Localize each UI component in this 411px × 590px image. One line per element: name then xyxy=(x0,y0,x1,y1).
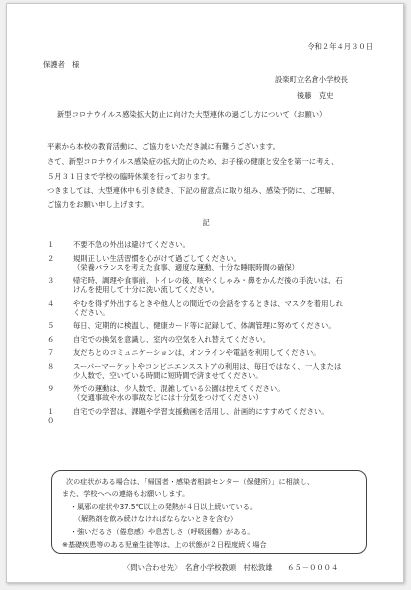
item-number: ７ xyxy=(47,348,55,357)
ki-heading: 記 xyxy=(202,218,210,227)
item-text: 不要不急の外出は避けてください。 xyxy=(73,240,190,249)
list-item xyxy=(47,362,387,380)
list-item xyxy=(47,321,387,330)
item-text: やむを得ず外出するときや他人との間近での会話をするときは、マスクを着用しれ xyxy=(73,298,343,308)
list-item xyxy=(47,348,387,357)
intro-line: 平素から本校の教育活動に、ご協力をいただき誠に有難うございます。 xyxy=(47,142,280,151)
item-number: １０ xyxy=(47,406,55,425)
item-text: 自宅での学習は、課題や学習支援動画を活用し、計画的にすすめてください。 xyxy=(73,406,329,416)
sender-school: 設楽町立名倉小学校長 xyxy=(275,75,348,84)
item-text: けんを使用して十分に洗い流してください。 xyxy=(73,285,219,294)
item-number: ４ xyxy=(47,298,55,308)
notice-line: 次の症状がある場合は、「帰国者・感染者相談センター（保健所）」に相談し、 xyxy=(66,477,314,486)
item-text: ください。 xyxy=(73,307,110,317)
item-number: ８ xyxy=(47,361,55,371)
list-item xyxy=(47,254,387,272)
item-text: 毎日、定期的に検温し、健康カード等に記録して、体調管理に努めてください。 xyxy=(73,321,336,330)
contact-info: 〈問い合わせ先〉 名倉小学校教頭 村松敦雄 ６５－０００４ xyxy=(123,563,339,572)
item-text: 自宅での換気を意識し、室内の空気を入れ替えてください。 xyxy=(73,334,271,344)
notes-list xyxy=(47,240,387,425)
intro-line: つきましては、大型連休中も引き続き、下記の留意点に取り組み、感染予防に、ご理解、 xyxy=(47,186,340,195)
item-number: ６ xyxy=(47,334,55,344)
list-item xyxy=(47,335,387,344)
intro-line: ご協力をお願い申し上げます。 xyxy=(47,200,149,209)
item-number: ３ xyxy=(47,276,55,285)
list-item xyxy=(47,384,387,402)
notice-line: ・風邪の症状や37.5℃以上の発熱が４日以上続いている。 xyxy=(70,502,257,511)
notice-line: （解熱剤を飲み続けなければならないときを含む） xyxy=(74,514,238,523)
list-item xyxy=(47,299,387,317)
document-date: 令和２年４月３０日 xyxy=(307,42,373,51)
notice-line: ・強いだるさ（倦怠感）や息苦しさ（呼吸困難）がある。 xyxy=(70,527,255,536)
item-text: スーパーマーケットやコンビニエンスストアの利用は、毎日ではなく、一人または xyxy=(73,361,342,371)
item-text: （交通事故や水の事故などには十分気をつけてください） xyxy=(73,393,263,402)
item-number: ５ xyxy=(47,321,55,330)
symptom-notice-box xyxy=(51,470,367,554)
notice-line: また、学校へへの連絡もお願いします。 xyxy=(62,489,190,498)
item-number: ２ xyxy=(47,253,55,263)
item-number: １ xyxy=(47,240,55,249)
intro-line: ５月３１日まで学校の臨時休業を行っております。 xyxy=(47,172,215,181)
item-text: 規則正しい生活習慣を心がけて過ごしてください。 xyxy=(73,253,241,263)
recipient: 保護者 様 xyxy=(43,60,80,69)
list-item xyxy=(47,240,387,249)
item-number: ９ xyxy=(47,384,55,393)
item-text: 外での運動は、少人数で、混雑している公園は控えてください。 xyxy=(73,384,285,393)
list-item xyxy=(47,406,387,425)
document-title: 新型コロナウイルス感染拡大防止に向けた大型連休の過ごし方について（お願い） xyxy=(57,110,327,119)
item-text: 友だちとのコミュニケーションは、オンラインや電話を利用してください。 xyxy=(73,348,321,357)
notice-line: ※基礎疾患等のある児童生徒等は、上の状態が２日程度続く場合 xyxy=(62,540,267,549)
list-item xyxy=(47,276,387,294)
item-text: 少人数で、空いている時間に短時間で済ませてください。 xyxy=(73,370,263,380)
item-text: 帰宅時、調理や食事前、トイレの後、咳やくしゃみ・鼻をかんだ後の手洗いは、石 xyxy=(73,276,343,285)
document-page xyxy=(6,3,404,583)
intro-line: さて、新型コロナウイルス感染症の拡大防止のため、お子様の健康と安全を第一に考え、 xyxy=(47,157,339,166)
item-text: （栄養バランスを考えた食事、適度な運動、十分な睡眠時間の確保） xyxy=(73,262,299,272)
sender-principal: 後藤 克史 xyxy=(297,91,334,100)
